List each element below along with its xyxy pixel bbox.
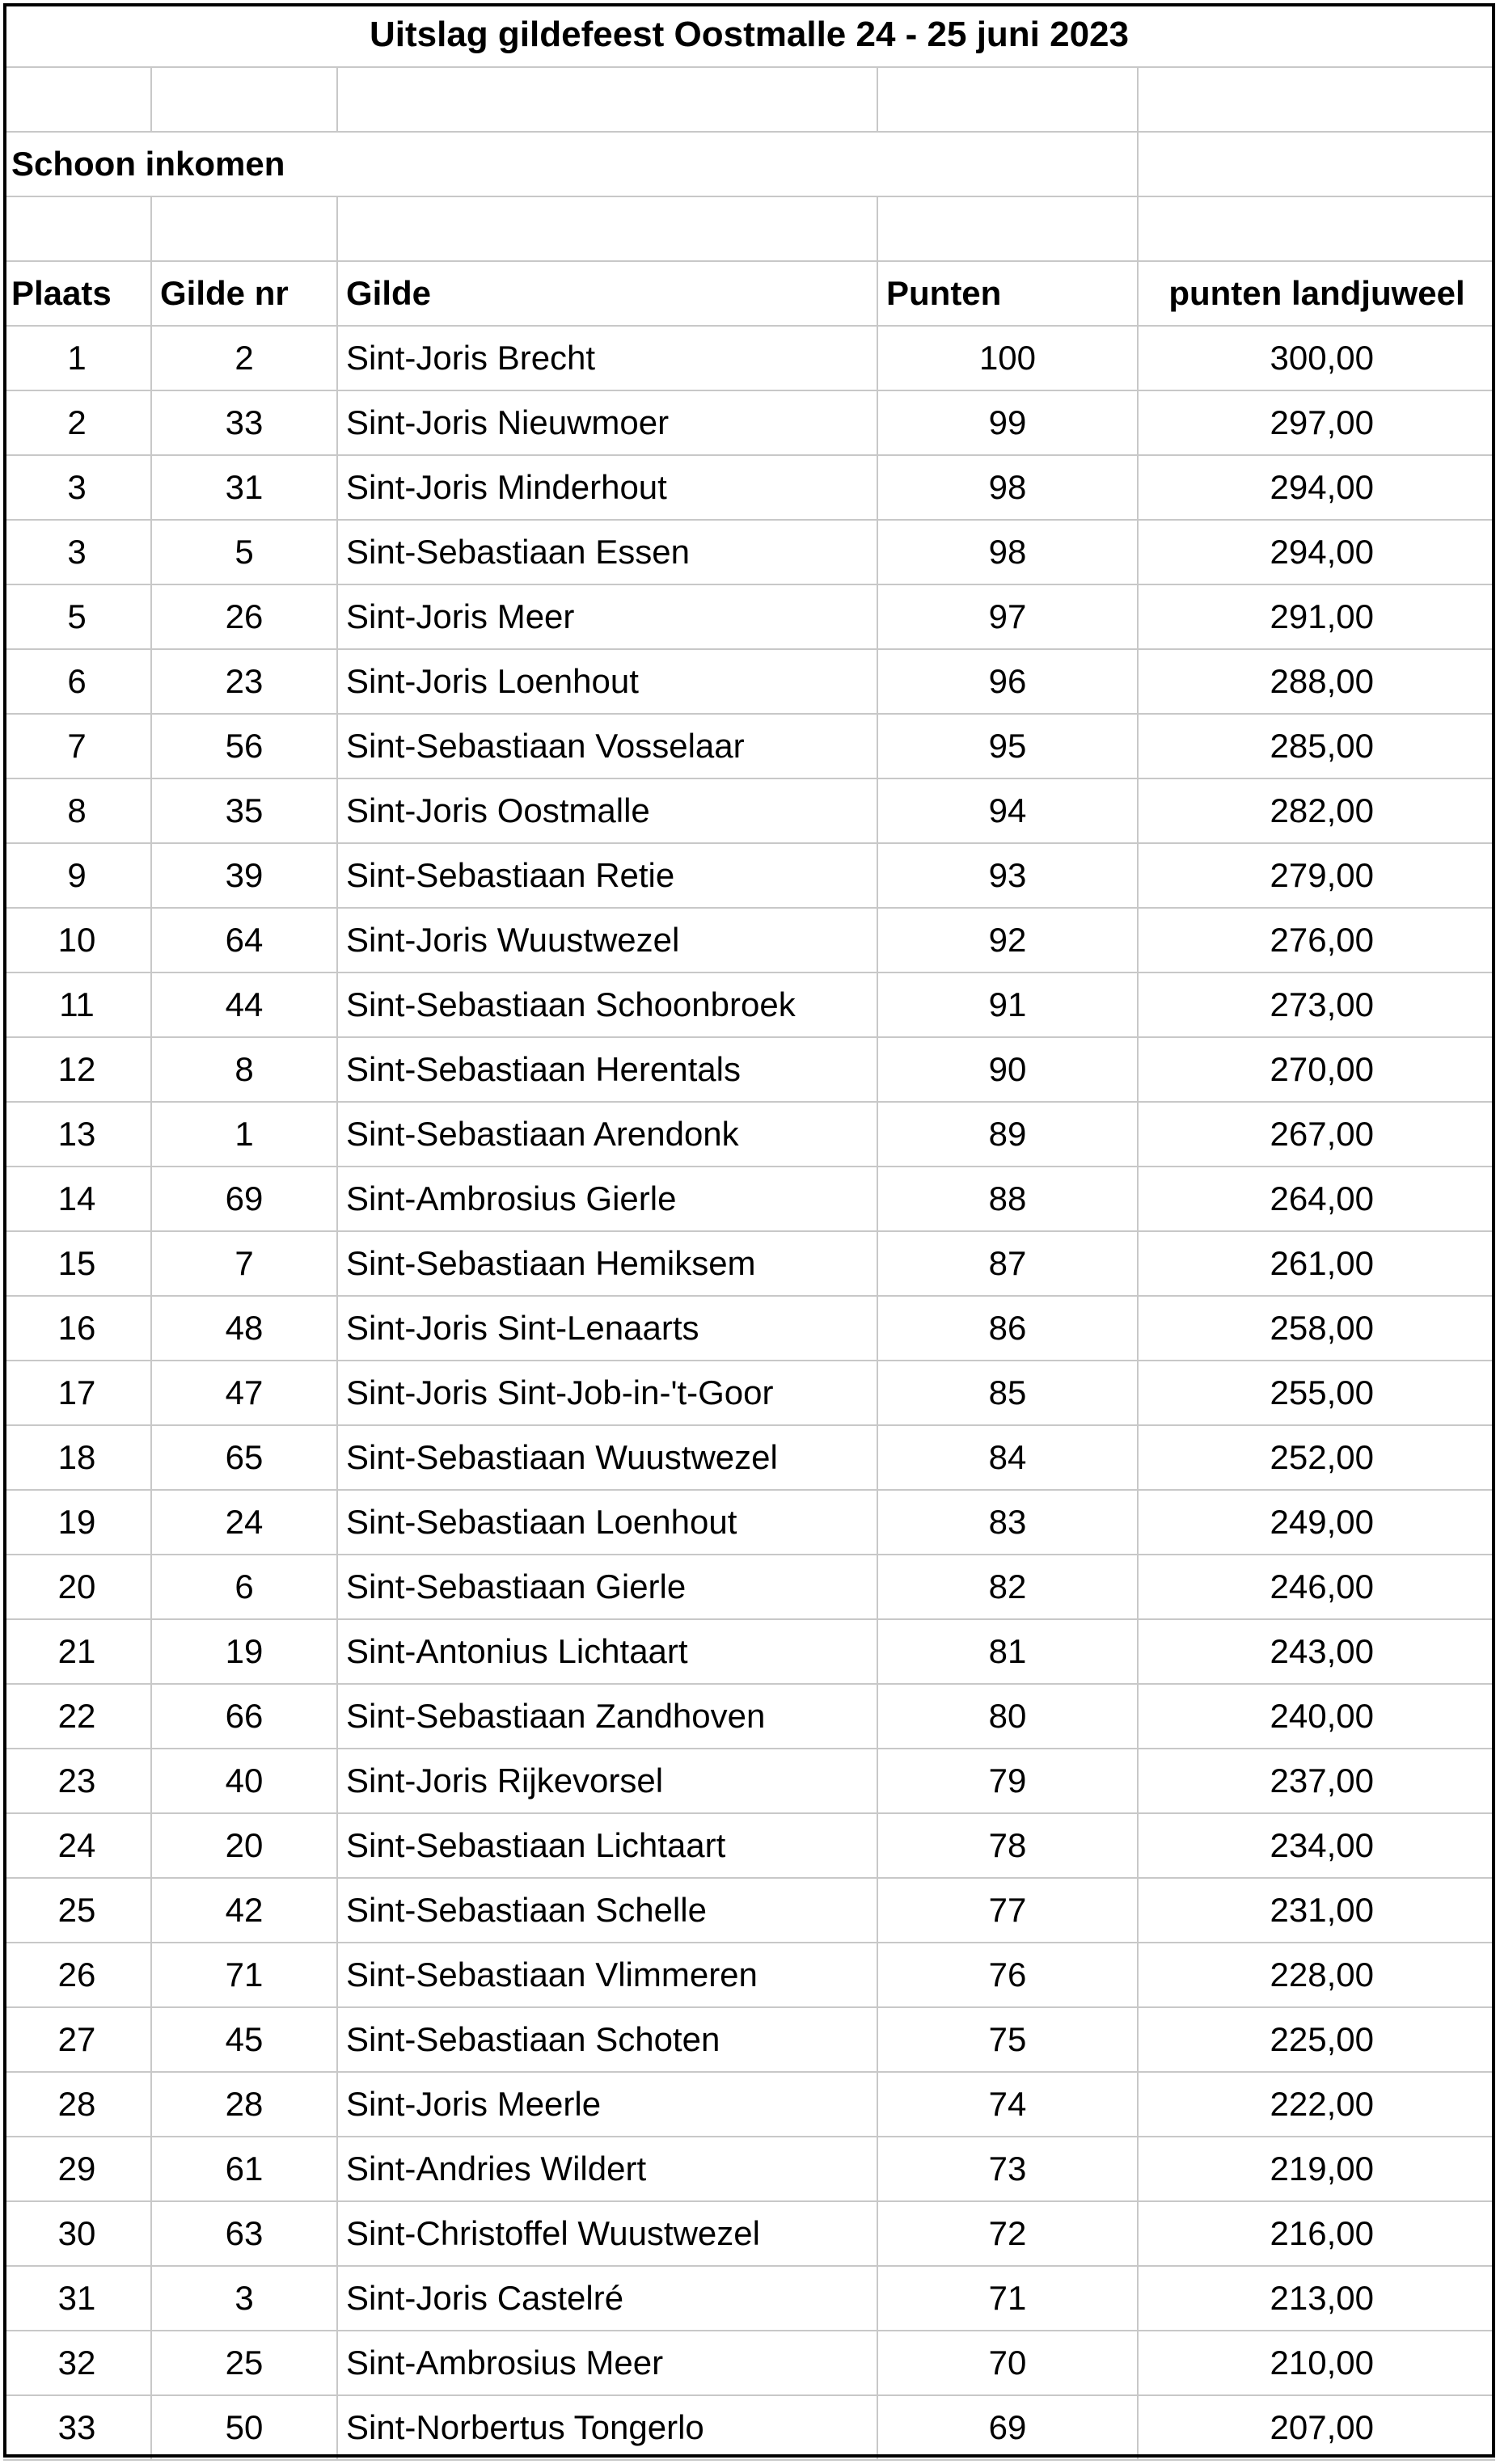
punten-landjuweel-cell: 270,00 [1139,1038,1495,1103]
gilde-nr-cell: 23 [152,650,338,715]
punten-cell: 94 [878,779,1139,844]
gilde-nr-cell: 2 [152,327,338,391]
punten-landjuweel-cell: 234,00 [1139,1814,1495,1879]
gilde-cell: Sint-Joris Nieuwmoer [338,391,878,456]
punten-cell: 85 [878,1361,1139,1426]
punten-cell: 92 [878,909,1139,973]
results-table-body [3,327,1495,2461]
plaats-cell: 1 [3,327,152,391]
gilde-nr-cell: 69 [152,1167,338,1232]
plaats-cell: 33 [3,2396,152,2461]
punten-landjuweel-cell: 243,00 [1139,1620,1495,1685]
punten-landjuweel-cell: 294,00 [1139,456,1495,521]
punten-landjuweel-cell: 267,00 [1139,1103,1495,1167]
gilde-cell: Sint-Joris Loenhout [338,650,878,715]
gilde-cell: Sint-Joris Wuustwezel [338,909,878,973]
punten-cell: 77 [878,1879,1139,1943]
header-row [3,262,1495,327]
table-row [3,2137,1495,2202]
gilde-cell: Sint-Joris Brecht [338,327,878,391]
punten-landjuweel-cell: 216,00 [1139,2202,1495,2267]
gilde-nr-cell: 42 [152,1879,338,1943]
punten-landjuweel-cell: 261,00 [1139,1232,1495,1297]
table-row [3,1426,1495,1491]
gilde-cell: Sint-Norbertus Tongerlo [338,2396,878,2461]
punten-cell: 79 [878,1749,1139,1814]
gilde-nr-cell: 44 [152,973,338,1038]
punten-landjuweel-cell: 213,00 [1139,2267,1495,2331]
plaats-cell: 7 [3,715,152,779]
punten-landjuweel-cell: 285,00 [1139,715,1495,779]
table-row [3,715,1495,779]
table-row [3,1491,1495,1555]
punten-landjuweel-cell: 225,00 [1139,2008,1495,2073]
plaats-cell: 21 [3,1620,152,1685]
empty-cell [878,68,1139,133]
table-row [3,2331,1495,2396]
punten-cell: 91 [878,973,1139,1038]
punten-landjuweel-cell: 231,00 [1139,1879,1495,1943]
table-row [3,1038,1495,1103]
empty-cell [3,68,152,133]
table-row [3,1814,1495,1879]
gilde-cell: Sint-Sebastiaan Gierle [338,1555,878,1620]
punten-landjuweel-cell: 240,00 [1139,1685,1495,1749]
results-sheet [3,3,1495,2461]
punten-cell: 81 [878,1620,1139,1685]
plaats-cell: 31 [3,2267,152,2331]
table-row [3,1297,1495,1361]
empty-cell [152,197,338,262]
plaats-cell: 26 [3,1943,152,2008]
gilde-nr-cell: 31 [152,456,338,521]
table-row [3,1943,1495,2008]
gilde-cell: Sint-Sebastiaan Lichtaart [338,1814,878,1879]
punten-landjuweel-cell: 249,00 [1139,1491,1495,1555]
plaats-cell: 6 [3,650,152,715]
plaats-cell: 3 [3,521,152,585]
punten-landjuweel-cell: 258,00 [1139,1297,1495,1361]
punten-landjuweel-cell: 237,00 [1139,1749,1495,1814]
gilde-cell: Sint-Sebastiaan Schoten [338,2008,878,2073]
punten-cell: 83 [878,1491,1139,1555]
gilde-nr-cell: 8 [152,1038,338,1103]
section-title: Schoon inkomen [3,133,1139,197]
punten-landjuweel-cell: 291,00 [1139,585,1495,650]
plaats-cell: 29 [3,2137,152,2202]
plaats-cell: 17 [3,1361,152,1426]
punten-cell: 90 [878,1038,1139,1103]
table-row [3,1232,1495,1297]
plaats-cell: 2 [3,391,152,456]
header-gilde: Gilde [338,262,878,327]
gilde-nr-cell: 19 [152,1620,338,1685]
gilde-nr-cell: 35 [152,779,338,844]
punten-cell: 73 [878,2137,1139,2202]
punten-cell: 76 [878,1943,1139,2008]
punten-landjuweel-cell: 297,00 [1139,391,1495,456]
gilde-nr-cell: 61 [152,2137,338,2202]
gilde-nr-cell: 24 [152,1491,338,1555]
punten-cell: 82 [878,1555,1139,1620]
gilde-cell: Sint-Joris Meerle [338,2073,878,2137]
punten-cell: 70 [878,2331,1139,2396]
gilde-nr-cell: 71 [152,1943,338,2008]
plaats-cell: 24 [3,1814,152,1879]
gilde-cell: Sint-Joris Sint-Job-in-'t-Goor [338,1361,878,1426]
section-row [3,133,1495,197]
empty-row [3,68,1495,133]
punten-cell: 100 [878,327,1139,391]
gilde-nr-cell: 64 [152,909,338,973]
gilde-cell: Sint-Joris Meer [338,585,878,650]
table-row [3,1685,1495,1749]
punten-landjuweel-cell: 294,00 [1139,521,1495,585]
gilde-cell: Sint-Sebastiaan Vosselaar [338,715,878,779]
table-row [3,844,1495,909]
table-row [3,2267,1495,2331]
plaats-cell: 32 [3,2331,152,2396]
punten-cell: 75 [878,2008,1139,2073]
punten-landjuweel-cell: 207,00 [1139,2396,1495,2461]
punten-cell: 89 [878,1103,1139,1167]
gilde-cell: Sint-Sebastiaan Schoonbroek [338,973,878,1038]
punten-landjuweel-cell: 228,00 [1139,1943,1495,2008]
gilde-nr-cell: 45 [152,2008,338,2073]
punten-cell: 74 [878,2073,1139,2137]
gilde-nr-cell: 20 [152,1814,338,1879]
gilde-nr-cell: 6 [152,1555,338,1620]
punten-landjuweel-cell: 252,00 [1139,1426,1495,1491]
gilde-cell: Sint-Sebastiaan Retie [338,844,878,909]
plaats-cell: 8 [3,779,152,844]
gilde-cell: Sint-Sebastiaan Vlimmeren [338,1943,878,2008]
table-row [3,2073,1495,2137]
empty-cell [338,68,878,133]
plaats-cell: 16 [3,1297,152,1361]
punten-landjuweel-cell: 222,00 [1139,2073,1495,2137]
gilde-cell: Sint-Ambrosius Meer [338,2331,878,2396]
punten-landjuweel-cell: 219,00 [1139,2137,1495,2202]
header-punten: Punten [878,262,1139,327]
punten-landjuweel-cell: 288,00 [1139,650,1495,715]
table-row [3,327,1495,391]
gilde-cell: Sint-Sebastiaan Loenhout [338,1491,878,1555]
plaats-cell: 9 [3,844,152,909]
table-row [3,909,1495,973]
table-row [3,2396,1495,2461]
plaats-cell: 18 [3,1426,152,1491]
punten-landjuweel-cell: 282,00 [1139,779,1495,844]
punten-landjuweel-cell: 276,00 [1139,909,1495,973]
gilde-nr-cell: 25 [152,2331,338,2396]
table-row [3,1555,1495,1620]
empty-cell [1139,197,1495,262]
plaats-cell: 22 [3,1685,152,1749]
table-row [3,521,1495,585]
gilde-cell: Sint-Sebastiaan Hemiksem [338,1232,878,1297]
empty-cell [1139,133,1495,197]
gilde-cell: Sint-Christoffel Wuustwezel [338,2202,878,2267]
plaats-cell: 11 [3,973,152,1038]
punten-cell: 72 [878,2202,1139,2267]
punten-cell: 78 [878,1814,1139,1879]
table-row [3,1361,1495,1426]
title-row [3,3,1495,68]
gilde-nr-cell: 63 [152,2202,338,2267]
gilde-cell: Sint-Antonius Lichtaart [338,1620,878,1685]
gilde-nr-cell: 5 [152,521,338,585]
table-row [3,650,1495,715]
plaats-cell: 14 [3,1167,152,1232]
plaats-cell: 25 [3,1879,152,1943]
plaats-cell: 5 [3,585,152,650]
empty-cell [1139,68,1495,133]
table-row [3,2202,1495,2267]
gilde-nr-cell: 7 [152,1232,338,1297]
gilde-cell: Sint-Sebastiaan Schelle [338,1879,878,1943]
punten-cell: 84 [878,1426,1139,1491]
gilde-nr-cell: 26 [152,585,338,650]
gilde-nr-cell: 66 [152,1685,338,1749]
gilde-cell: Sint-Sebastiaan Herentals [338,1038,878,1103]
plaats-cell: 10 [3,909,152,973]
punten-landjuweel-cell: 279,00 [1139,844,1495,909]
table-row [3,1879,1495,1943]
plaats-cell: 30 [3,2202,152,2267]
gilde-nr-cell: 48 [152,1297,338,1361]
table-row [3,1749,1495,1814]
table-row [3,973,1495,1038]
plaats-cell: 19 [3,1491,152,1555]
table-row [3,456,1495,521]
punten-cell: 98 [878,521,1139,585]
gilde-cell: Sint-Joris Minderhout [338,456,878,521]
gilde-nr-cell: 65 [152,1426,338,1491]
plaats-cell: 27 [3,2008,152,2073]
punten-cell: 97 [878,585,1139,650]
gilde-nr-cell: 3 [152,2267,338,2331]
punten-cell: 88 [878,1167,1139,1232]
gilde-cell: Sint-Sebastiaan Zandhoven [338,1685,878,1749]
gilde-cell: Sint-Joris Sint-Lenaarts [338,1297,878,1361]
punten-landjuweel-cell: 273,00 [1139,973,1495,1038]
gilde-nr-cell: 56 [152,715,338,779]
gilde-nr-cell: 47 [152,1361,338,1426]
punten-cell: 95 [878,715,1139,779]
gilde-cell: Sint-Andries Wildert [338,2137,878,2202]
punten-cell: 87 [878,1232,1139,1297]
plaats-cell: 23 [3,1749,152,1814]
empty-cell [3,197,152,262]
header-punten-landjuweel: punten landjuweel [1139,262,1495,327]
table-row [3,1103,1495,1167]
gilde-cell: Sint-Sebastiaan Wuustwezel [338,1426,878,1491]
punten-landjuweel-cell: 210,00 [1139,2331,1495,2396]
punten-cell: 69 [878,2396,1139,2461]
gilde-cell: Sint-Sebastiaan Essen [338,521,878,585]
punten-cell: 86 [878,1297,1139,1361]
plaats-cell: 20 [3,1555,152,1620]
gilde-cell: Sint-Ambrosius Gierle [338,1167,878,1232]
gilde-cell: Sint-Joris Oostmalle [338,779,878,844]
punten-landjuweel-cell: 246,00 [1139,1555,1495,1620]
plaats-cell: 12 [3,1038,152,1103]
gilde-nr-cell: 40 [152,1749,338,1814]
plaats-cell: 15 [3,1232,152,1297]
punten-cell: 71 [878,2267,1139,2331]
gilde-nr-cell: 1 [152,1103,338,1167]
gilde-nr-cell: 39 [152,844,338,909]
gilde-cell: Sint-Joris Rijkevorsel [338,1749,878,1814]
table-row [3,779,1495,844]
punten-landjuweel-cell: 255,00 [1139,1361,1495,1426]
punten-landjuweel-cell: 264,00 [1139,1167,1495,1232]
table-row [3,1620,1495,1685]
empty-cell [338,197,878,262]
gilde-nr-cell: 33 [152,391,338,456]
empty-cell [878,197,1139,262]
punten-landjuweel-cell: 300,00 [1139,327,1495,391]
table-row [3,1167,1495,1232]
sheet-title: Uitslag gildefeest Oostmalle 24 - 25 juni 2023 [3,3,1495,68]
gilde-nr-cell: 28 [152,2073,338,2137]
table-row [3,2008,1495,2073]
empty-row [3,197,1495,262]
header-gilde-nr: Gilde nr [152,262,338,327]
empty-cell [152,68,338,133]
plaats-cell: 28 [3,2073,152,2137]
table-row [3,391,1495,456]
punten-cell: 99 [878,391,1139,456]
gilde-cell: Sint-Sebastiaan Arendonk [338,1103,878,1167]
punten-cell: 96 [878,650,1139,715]
punten-cell: 80 [878,1685,1139,1749]
table-row [3,585,1495,650]
gilde-nr-cell: 50 [152,2396,338,2461]
plaats-cell: 13 [3,1103,152,1167]
gilde-cell: Sint-Joris Castelré [338,2267,878,2331]
punten-cell: 93 [878,844,1139,909]
plaats-cell: 3 [3,456,152,521]
header-plaats: Plaats [3,262,152,327]
punten-cell: 98 [878,456,1139,521]
